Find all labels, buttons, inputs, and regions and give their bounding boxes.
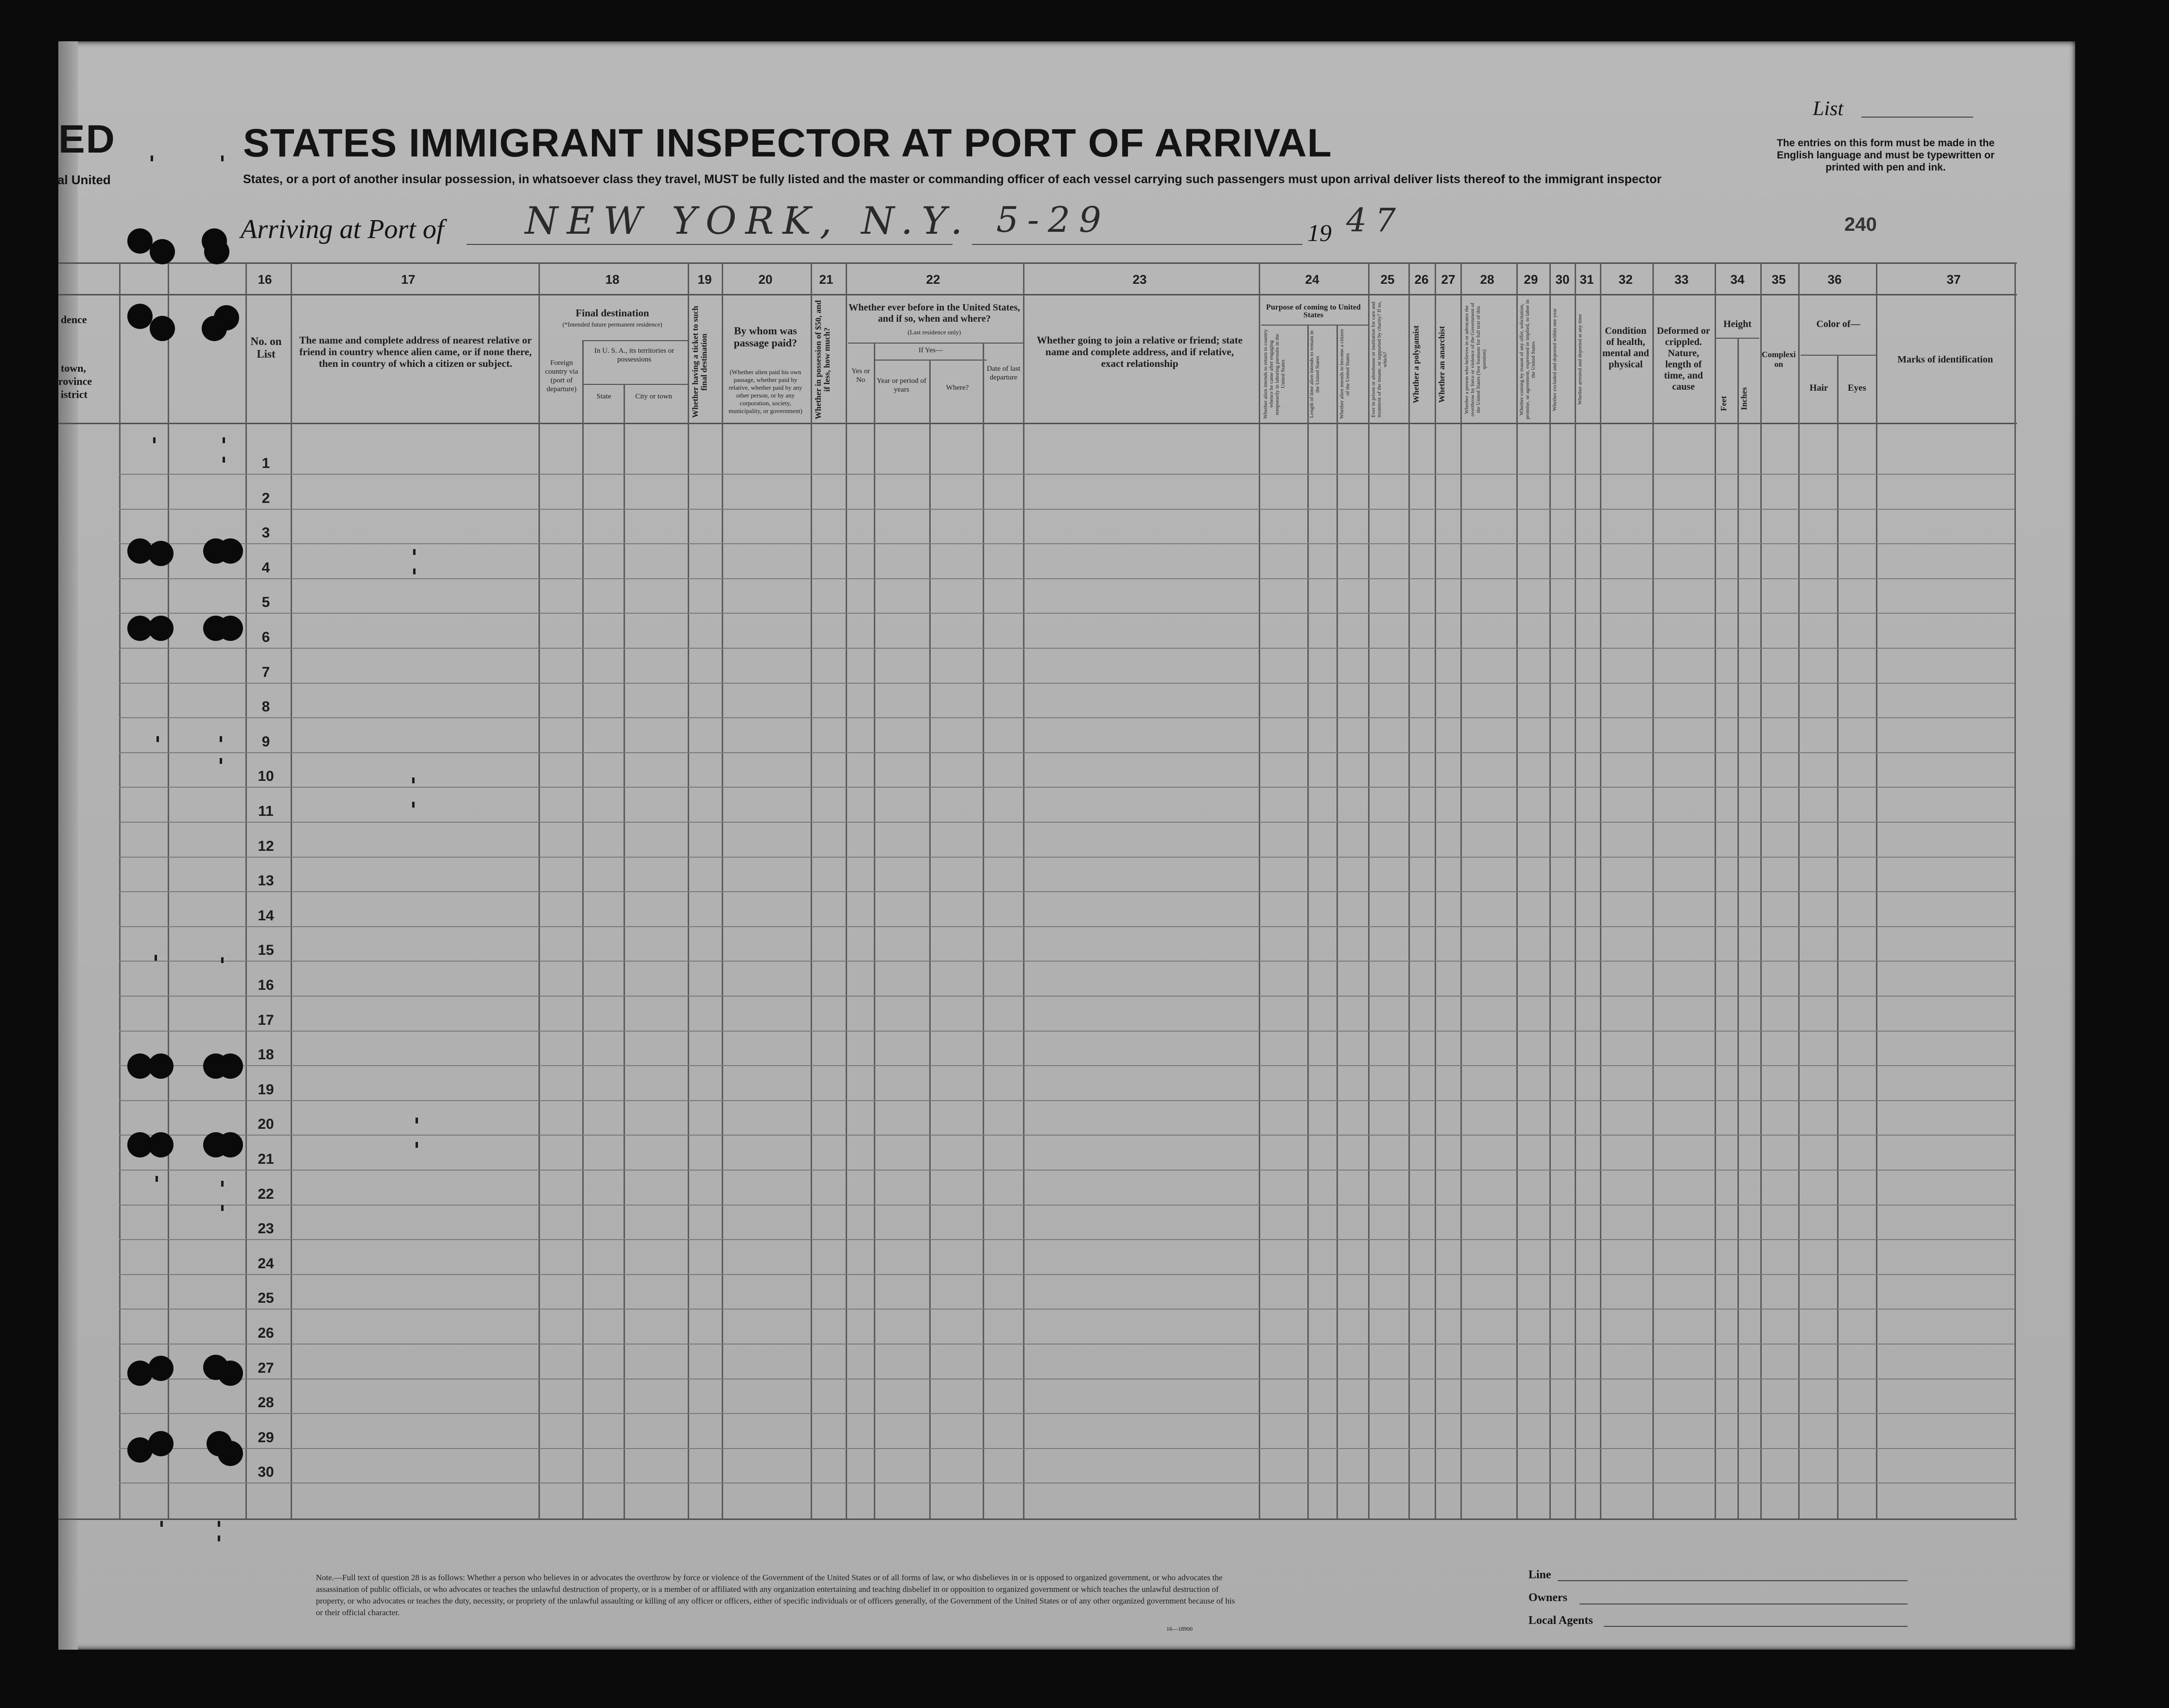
punch-hole: [214, 305, 239, 330]
col-divider: [1435, 262, 1436, 1518]
colnum-31: 31: [1579, 272, 1594, 287]
col-divider: [1652, 262, 1654, 1518]
colnum-28: 28: [1480, 272, 1494, 287]
row-line: [119, 1135, 2014, 1136]
row-number: 15: [258, 942, 274, 958]
col-divider: [2014, 262, 2016, 1518]
perforation-mark: [156, 736, 159, 742]
col35-header: Complexion: [1762, 350, 1796, 369]
colnum-17: 17: [401, 272, 416, 287]
owners-label: Owners: [1528, 1591, 1567, 1604]
col33-header: Deformed or crippled. Nature, length of time, and cause: [1657, 326, 1710, 392]
row-number: 14: [258, 908, 274, 924]
col32-header: Condition of health, mental and physical: [1602, 326, 1649, 370]
left-fragment: dence: [61, 313, 87, 326]
punch-hole: [148, 1431, 174, 1456]
perforation-mark: [413, 569, 416, 574]
colnum-line: [58, 294, 2017, 295]
row-number: 30: [258, 1464, 274, 1480]
col18-foreign: Foreign country via (port of departure): [545, 359, 578, 393]
col-divider: [624, 384, 625, 1518]
list-line: [1861, 117, 1973, 118]
col27-header: Whether an anarchist: [1437, 326, 1446, 403]
perforation-mark: [416, 1118, 418, 1123]
col28-header: Whether a person who believes in or advocates the overthrow by force or violence of the Government of the United States (See footnote for full text of this question): [1464, 303, 1487, 416]
punch-hole: [148, 1132, 174, 1157]
col-divider: [245, 262, 247, 1518]
col22-subline2: [875, 360, 987, 361]
col18-subline: [583, 340, 688, 341]
col-divider: [1715, 262, 1716, 1518]
row-line: [119, 474, 2014, 475]
row-line: [119, 717, 2014, 718]
row-line: [119, 1100, 2014, 1101]
row-line: [119, 822, 2014, 823]
perforation-mark: [151, 155, 153, 161]
row-line: [119, 752, 2014, 753]
row-line: [119, 543, 2014, 544]
colnum-22: 22: [926, 272, 940, 287]
punch-hole: [204, 239, 229, 264]
col-divider: [1549, 262, 1551, 1518]
punch-hole: [218, 1361, 243, 1386]
row-number: 23: [258, 1221, 274, 1237]
colnum-29: 29: [1524, 272, 1538, 287]
row-line: [119, 1448, 2014, 1449]
col18-state: State: [596, 393, 611, 400]
col24-header: Purpose of coming to United States: [1266, 303, 1361, 319]
col18-subline2: [583, 384, 688, 385]
perforation-mark: [156, 1176, 158, 1182]
title-fragment-left2: al United: [57, 173, 111, 187]
row-number: 3: [261, 525, 270, 541]
table-bottom-line: [58, 1518, 2017, 1520]
punch-hole: [218, 616, 243, 641]
left-fragment: rovince: [58, 375, 92, 387]
perforation-mark: [413, 549, 416, 555]
perforation-mark: [221, 1181, 224, 1187]
col-divider: [1460, 262, 1462, 1518]
date-handwritten: 5-29: [996, 199, 1110, 240]
row-number: 20: [258, 1116, 274, 1132]
col24-sub-c: Whether alien intends to become a citizen of the United States: [1339, 329, 1351, 419]
col18-header: Final destination: [575, 307, 649, 319]
colnum-24: 24: [1305, 272, 1319, 287]
col26-header: Whether a polygamist: [1411, 325, 1421, 404]
row-line: [119, 1065, 2014, 1066]
punch-hole: [150, 239, 175, 264]
perforation-mark: [153, 437, 156, 443]
col22-date: Date of last departure: [987, 365, 1021, 381]
col29-header: Whether coming by reason of any offer, solicitation, promise, or agreement, expressed or implied, to labor in the United States: [1519, 299, 1536, 420]
row-number: 6: [261, 629, 270, 645]
colnum-27: 27: [1441, 272, 1456, 287]
left-fragment: istrict: [61, 388, 87, 400]
perforation-mark: [221, 1205, 224, 1211]
row-line: [119, 578, 2014, 579]
port-line: [467, 244, 953, 245]
page-subtitle: States, or a port of another insular possession, in whatsoever class they travel, MUST be fully listed and the master or commanding officer of each vessel carrying such passengers must upon arrival deliver lists thereof to the immigrant inspector: [243, 173, 1662, 186]
colnum-25: 25: [1380, 272, 1395, 287]
col-divider: [1368, 262, 1370, 1518]
punch-hole: [148, 616, 174, 641]
row-number: 12: [258, 838, 274, 854]
col25-header: Ever in prison or almshouse or institution for care and treatment of the insane, or supported by charity? If so, which?: [1371, 301, 1388, 418]
col-divider: [1760, 262, 1762, 1518]
row-number: 8: [261, 699, 270, 715]
col-divider: [1737, 338, 1739, 1518]
line-signature-line: [1558, 1580, 1908, 1581]
row-line: [119, 613, 2014, 614]
row-line: [119, 648, 2014, 649]
row-number: 7: [261, 664, 270, 680]
col-divider: [811, 262, 812, 1518]
col-divider: [1259, 262, 1260, 1518]
perforation-mark: [223, 437, 225, 443]
col30-header: Whether excluded and deported within one year: [1552, 308, 1558, 411]
year-prefix: 19: [1307, 219, 1332, 246]
col20-header: By whom was passage paid?: [733, 325, 798, 349]
col-divider: [168, 262, 169, 1518]
row-number: 5: [261, 594, 270, 610]
date-line: [972, 244, 1302, 245]
year-handwritten: 47: [1346, 202, 1405, 239]
punch-hole: [148, 541, 174, 566]
row-line: [119, 509, 2014, 510]
header-bottom-line: [58, 423, 2017, 424]
col-divider: [1600, 262, 1601, 1518]
col34-header: Height: [1723, 319, 1752, 329]
colnum-37: 37: [1946, 272, 1961, 287]
row-line: [119, 1309, 2014, 1310]
col22-ifyes: If Yes—: [918, 346, 943, 354]
col24-sub-a: Whether alien intends to return to country whence he came after engaging temporarily in laboring pursuits in the United States: [1263, 329, 1286, 419]
colnum-33: 33: [1674, 272, 1689, 287]
row-number: 9: [261, 734, 270, 750]
colnum-32: 32: [1618, 272, 1633, 287]
stamp-number: 240: [1844, 214, 1877, 235]
col-divider: [1408, 262, 1410, 1518]
col-divider: [983, 343, 984, 1518]
col36-header: Color of—: [1816, 319, 1860, 329]
col23-header: Whether going to join a relative or friend; state name and complete address, and if relative, exact relationship: [1037, 334, 1243, 369]
row-number: 26: [258, 1325, 274, 1341]
row-line: [119, 926, 2014, 927]
col-divider: [874, 343, 875, 1518]
perforation-mark: [221, 957, 224, 963]
col22-yesno: Yes or No: [851, 367, 870, 384]
perforation-mark: [220, 758, 222, 764]
perforation-mark: [412, 777, 415, 783]
col31-header: Whether arrested and deported at any time: [1577, 314, 1583, 405]
row-number: 18: [258, 1047, 274, 1063]
row-number: 4: [261, 560, 270, 576]
perforation-mark: [218, 1535, 220, 1541]
col-divider: [688, 262, 689, 1518]
row-line: [119, 683, 2014, 684]
list-label: List: [1813, 98, 1844, 120]
perforation-mark: [412, 802, 415, 808]
row-line: [119, 1170, 2014, 1171]
agents-label: Local Agents: [1528, 1614, 1593, 1627]
colnum-16: 16: [258, 272, 272, 287]
col-divider: [1516, 262, 1518, 1518]
col-divider: [929, 360, 931, 1518]
title-fragment-left: ED: [58, 117, 116, 161]
colnum-23: 23: [1132, 272, 1147, 287]
form-code: 16—18900: [1166, 1625, 1193, 1632]
row-number: 25: [258, 1290, 274, 1306]
colnum-19: 19: [697, 272, 712, 287]
col22-where: Where?: [946, 384, 969, 392]
punch-hole: [218, 1441, 243, 1466]
colnum-18: 18: [605, 272, 620, 287]
row-number: 13: [258, 873, 274, 889]
colnum-35: 35: [1771, 272, 1786, 287]
agents-signature-line: [1604, 1626, 1908, 1627]
row-line: [119, 857, 2014, 858]
port-handwritten: NEW YORK, N.Y.: [525, 199, 972, 243]
paper-edge: [58, 41, 78, 1650]
colnum-20: 20: [758, 272, 773, 287]
row-line: [119, 891, 2014, 892]
arriving-label: Arriving at Port of: [241, 214, 444, 244]
punch-hole: [218, 1132, 243, 1157]
row-number: 24: [258, 1256, 274, 1272]
row-line: [119, 1239, 2014, 1240]
colnum-34: 34: [1730, 272, 1745, 287]
punch-hole: [148, 1356, 174, 1381]
colnum-21: 21: [819, 272, 833, 287]
col21-header: Whether in possession of $50, and if less, how much?: [814, 300, 832, 419]
col-divider: [1575, 262, 1576, 1518]
row-line: [119, 996, 2014, 997]
row-line: [119, 787, 2014, 788]
row-line: [119, 961, 2014, 962]
col20-subheader: (Whether alien paid his own passage, whether paid by relative, whether paid by any other person, or by any corporation, society, municipality, or government): [729, 368, 802, 414]
row-line: [119, 1344, 2014, 1345]
row-number: 29: [258, 1430, 274, 1446]
colnum-36: 36: [1827, 272, 1842, 287]
col-divider: [291, 262, 292, 1518]
perforation-mark: [416, 1142, 418, 1148]
row-number: 17: [258, 1012, 274, 1028]
col36-hair: Hair: [1809, 383, 1828, 393]
col16-header: No. on List: [250, 335, 282, 360]
punch-hole: [218, 1053, 243, 1079]
col-divider: [582, 340, 584, 1518]
row-number: 1: [261, 455, 270, 471]
col24-subline: [1261, 325, 1368, 326]
col22-header: Whether ever before in the United States, and if so, when and where?: [849, 302, 1020, 324]
row-line: [119, 1379, 2014, 1380]
row-line: [119, 1483, 2014, 1484]
row-number: 21: [258, 1151, 274, 1167]
col18-subheader: (*Intended future permanent residence): [562, 321, 662, 328]
perforation-mark: [220, 736, 222, 742]
punch-hole: [150, 316, 175, 341]
col-divider: [1023, 262, 1024, 1518]
row-number: 22: [258, 1186, 274, 1202]
row-line: [119, 1274, 2014, 1275]
instructions-text: The entries on this form must be made in the English language and must be typewritten or printed with pen and ink.: [1776, 138, 1995, 173]
punch-hole: [148, 1053, 174, 1079]
col-divider: [119, 262, 121, 1518]
perforation-mark: [221, 155, 224, 161]
col24-sub-b: Length of time alien intends to remain in the United States: [1309, 330, 1320, 418]
col18-usa: In U. S. A., its territories or possessions: [594, 347, 675, 363]
col-divider: [1336, 325, 1338, 1518]
punch-hole: [218, 538, 243, 564]
row-number: 10: [258, 768, 274, 784]
left-fragment: town,: [61, 362, 86, 374]
perforation-mark: [155, 955, 157, 961]
col-divider: [1307, 325, 1309, 1518]
perforation-mark: [160, 1521, 163, 1527]
punch-hole: [127, 228, 153, 254]
punch-hole: [127, 304, 153, 329]
footnote-text: Note.—Full text of question 28 is as follows: Whether a person who believes in or advocates the overthrow by force or violence of the Government of the United States or of all forms of law, or who disbelieves in or is opposed to organized government, or who advocates the assassination of public officials, or who advocates or teaches the unlawful destruction of property, or is a member of or affiliated with any organization entertaining and teaching disbelief in or opposition to organized government or which teaches the unlawful destruction of property, or who advocates or teaches the duty, necessity, or propriety of the unlawful assaulting or killing of any officer or officers, either of specific individuals or of officers generally, of the Government of the United States or of any other organized government because of his or their official character.: [316, 1573, 1235, 1617]
row-number: 11: [258, 803, 274, 819]
row-number: 19: [258, 1082, 274, 1098]
row-number: 2: [261, 490, 270, 506]
col37-header: Marks of identification: [1897, 354, 1993, 365]
col-divider: [1876, 262, 1877, 1518]
row-line: [119, 1031, 2014, 1032]
col-divider: [538, 262, 540, 1518]
row-line: [119, 1413, 2014, 1414]
col-divider: [1798, 262, 1800, 1518]
col19-header: Whether having a ticket to such final destination: [691, 306, 709, 418]
col17-header: The name and complete address of nearest relative or friend in country whence alien came, or if none there, then in country of which a citizen or subject.: [299, 334, 532, 369]
colnum-26: 26: [1414, 272, 1429, 287]
col18-city: City or town: [635, 393, 672, 400]
page-title: STATES IMMIGRANT INSPECTOR AT PORT OF ARRIVAL: [243, 121, 1332, 165]
line-label: Line: [1528, 1569, 1551, 1581]
row-number: 16: [258, 977, 274, 993]
row-line: [119, 1205, 2014, 1206]
col-divider: [846, 262, 847, 1518]
colnum-30: 30: [1555, 272, 1570, 287]
row-number: 28: [258, 1395, 274, 1411]
col36-eyes: Eyes: [1848, 383, 1866, 393]
table-top-line: [58, 262, 2017, 264]
col34-inches: Inches: [1739, 387, 1749, 410]
perforation-mark: [223, 457, 225, 463]
col22-subheader: (Last residence only): [907, 328, 961, 336]
col22-year: Year or period of years: [876, 377, 927, 394]
col34-feet: Feet: [1719, 396, 1728, 411]
row-number: 27: [258, 1360, 274, 1376]
col-divider: [722, 262, 723, 1518]
perforation-mark: [218, 1521, 220, 1527]
